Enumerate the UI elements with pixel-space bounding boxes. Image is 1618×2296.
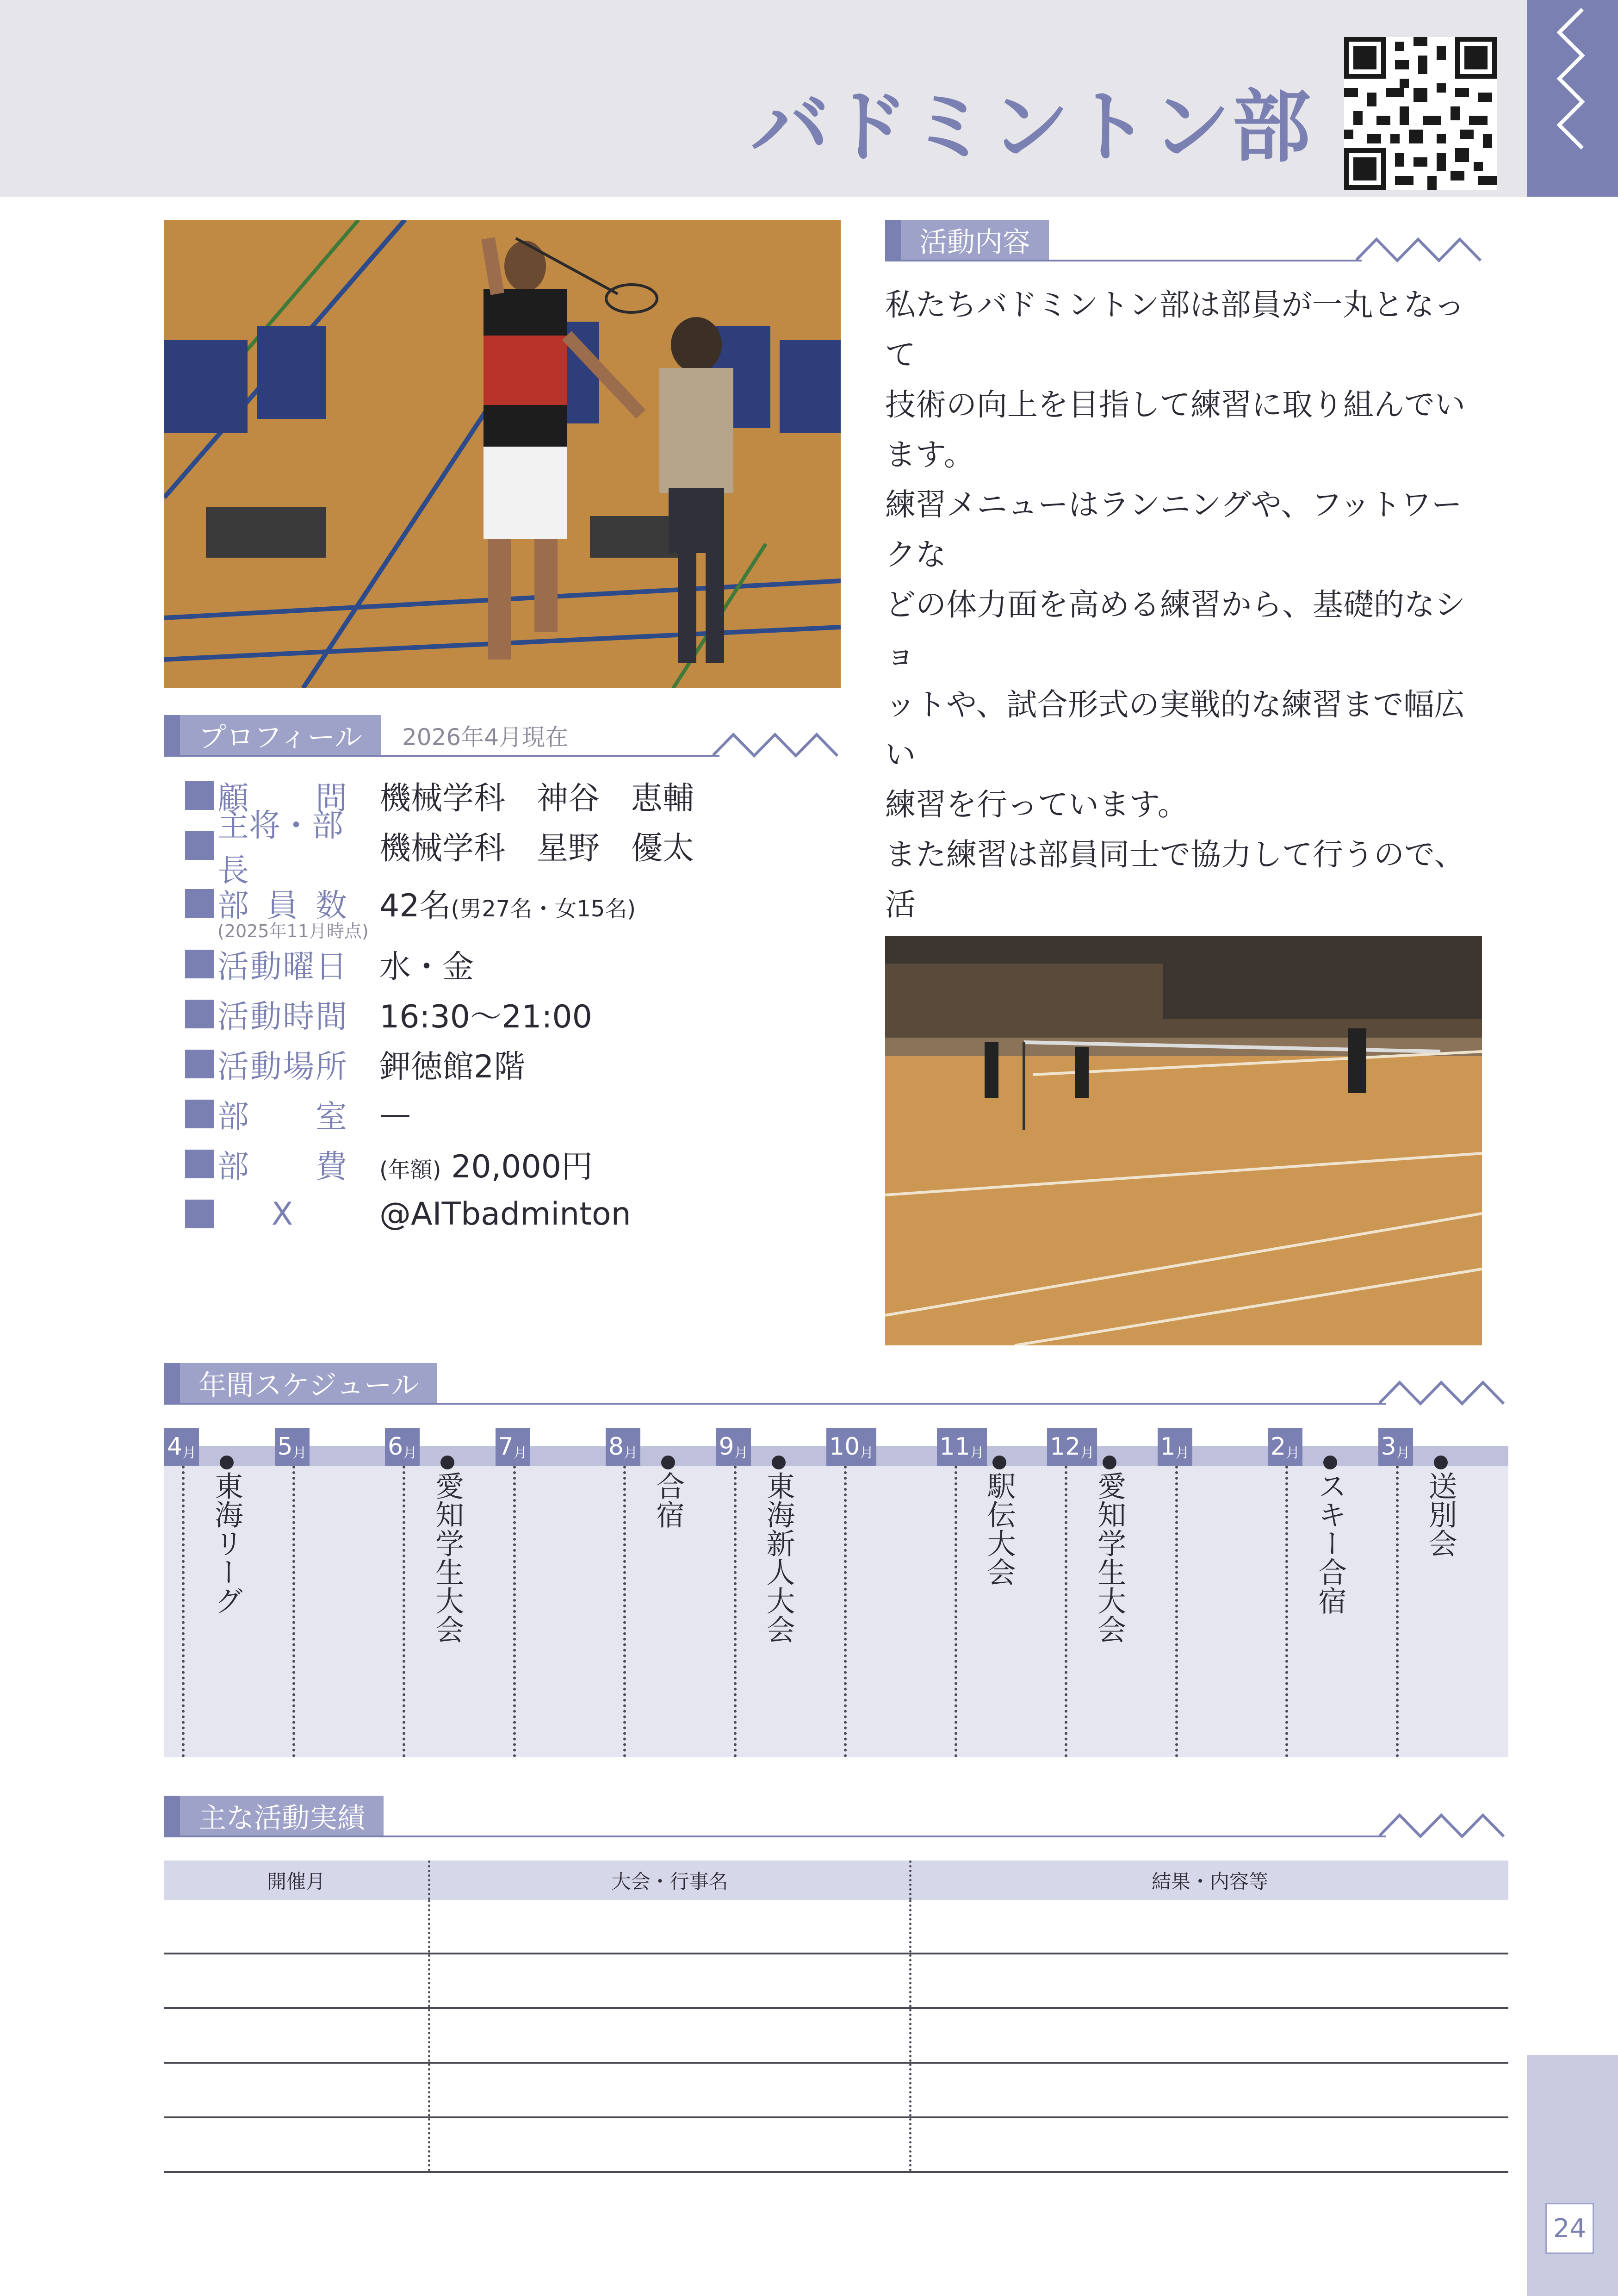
table-cell: [164, 2009, 428, 2062]
profile-value: 機械学科 星野 優太: [379, 830, 694, 867]
table-cell: [164, 2118, 428, 2171]
table-row: [164, 2064, 1508, 2118]
activity-line: どの体力面を高める練習から、基礎的なショ: [885, 587, 1465, 672]
profile-row-days: [185, 939, 842, 989]
results-heading: [164, 1796, 384, 1836]
month-suffix: 月: [970, 1445, 984, 1461]
schedule-event: [212, 1456, 242, 1615]
month-tab-4: [164, 1428, 199, 1466]
heading-accent-bar: [164, 715, 180, 756]
profile-heading-label: プロフィール: [180, 715, 381, 756]
bullet-square-icon: [185, 1150, 214, 1178]
profile-row-members: [185, 871, 842, 939]
badminton-player-smash-photo: [164, 220, 841, 688]
heading-accent-bar: [164, 1363, 180, 1404]
month-number: 5: [277, 1433, 293, 1461]
schedule-event: [1426, 1456, 1456, 1557]
table-cell: [909, 1900, 1508, 1953]
column-header-event: 大会・行事名: [428, 1860, 909, 1900]
profile-key-label: 部室: [217, 1098, 347, 1135]
month-suffix: 月: [292, 1445, 307, 1461]
month-divider: [403, 1466, 405, 1757]
event-dot-icon: [220, 1456, 234, 1469]
bullet-square-icon: [185, 950, 214, 978]
month-divider: [513, 1466, 516, 1757]
profile-as-of: 2026年4月現在: [402, 724, 569, 751]
month-tab-1: [1158, 1428, 1192, 1466]
profile-key: [185, 1196, 359, 1232]
schedule-heading-label: 年間スケジュール: [180, 1363, 437, 1404]
profile-heading-rule: [164, 755, 719, 757]
table-cell: [164, 2064, 428, 2116]
table-cell: [428, 2009, 909, 2062]
month-tab-6: [385, 1428, 420, 1466]
month-number: 7: [498, 1433, 514, 1461]
event-dot-icon: [1103, 1456, 1116, 1469]
month-tab-7: [496, 1428, 530, 1466]
bullet-square-icon: [185, 1200, 214, 1228]
month-suffix: 月: [624, 1445, 638, 1461]
month-suffix: 月: [734, 1445, 748, 1461]
qr-code-icon[interactable]: [1344, 37, 1497, 190]
activity-heading: [885, 220, 1049, 261]
month-tab-12: [1047, 1428, 1097, 1466]
month-number: 6: [388, 1433, 403, 1461]
month-suffix: 月: [513, 1445, 527, 1461]
column-header-result: 結果・内容等: [909, 1860, 1508, 1900]
month-number: 8: [608, 1433, 624, 1461]
month-number: 1: [1160, 1433, 1176, 1461]
member-breakdown: (男27名・女15名): [451, 896, 636, 922]
event-label: 駅伝大会: [982, 1471, 1017, 1586]
fee-period: (年額): [379, 1157, 441, 1183]
member-count: 42名: [379, 888, 451, 924]
event-label: スキー合宿: [1313, 1471, 1347, 1615]
profile-value: 16:30〜21:00: [379, 998, 592, 1035]
month-tab-11: [937, 1428, 987, 1466]
results-table-body: [164, 1900, 1508, 2173]
profile-value: 機械学科 神谷 恵輔: [379, 780, 694, 817]
profile-row-hours: [185, 989, 842, 1039]
activity-line: 技術の向上を目指して練習に取り組んでい: [885, 387, 1465, 423]
profile-key-label: 顧問: [217, 780, 347, 817]
month-number: 11: [939, 1433, 970, 1461]
page-number: 24: [1545, 2203, 1594, 2254]
zigzag-decoration-icon: [1379, 1810, 1508, 1842]
month-suffix: 月: [1286, 1445, 1300, 1461]
event-dot-icon: [661, 1456, 675, 1469]
month-divider: [1285, 1466, 1288, 1757]
schedule-heading: [164, 1363, 437, 1404]
month-suffix: 月: [403, 1445, 417, 1461]
profile-note: (2025年11月時点): [217, 921, 369, 941]
event-dot-icon: [992, 1456, 1006, 1469]
zigzag-decoration-icon: [1527, 0, 1618, 197]
heading-accent-bar: [164, 1796, 180, 1836]
month-tab-5: [275, 1428, 310, 1466]
profile-row-captain: [185, 808, 842, 889]
profile-key-label: X: [271, 1195, 293, 1232]
profile-value: 鉀徳館2階: [379, 1048, 526, 1085]
heading-accent-bar: [885, 220, 901, 261]
table-cell: [909, 1954, 1508, 2007]
profile-key-label: 活動時間: [217, 998, 347, 1035]
table-cell: [428, 1900, 909, 1953]
month-number: 10: [829, 1433, 860, 1461]
profile-key-label: 主将・部長: [217, 808, 344, 889]
activity-heading-rule: [885, 260, 1362, 261]
profile-value: [379, 1142, 593, 1187]
profile-key: [185, 1142, 359, 1187]
schedule-event: [1315, 1456, 1345, 1615]
event-label: 愛知学生大会: [430, 1471, 465, 1643]
profile-key: [185, 992, 359, 1037]
badminton-practice-gym-photo: [885, 936, 1482, 1345]
profile-key-label: 部費: [217, 1148, 347, 1185]
month-tab-2: [1268, 1428, 1302, 1466]
results-heading-label: 主な活動実績: [180, 1796, 384, 1836]
results-heading-rule: [164, 1836, 1386, 1837]
month-number: 9: [719, 1433, 734, 1461]
month-suffix: 月: [860, 1445, 874, 1461]
page-title: バドミントン部: [750, 81, 1313, 173]
table-cell: [428, 2064, 909, 2116]
month-number: 2: [1271, 1433, 1286, 1461]
month-tab-10: [826, 1428, 876, 1466]
table-cell: [164, 1900, 428, 1953]
profile-heading: [164, 715, 568, 756]
bullet-square-icon: [185, 889, 214, 918]
month-divider: [734, 1466, 737, 1757]
zigzag-decoration-icon: [1379, 1377, 1508, 1409]
schedule-event: [982, 1456, 1017, 1586]
month-divider: [955, 1466, 957, 1757]
side-tab-bottom: [1527, 2055, 1618, 2296]
results-table-header: [164, 1860, 1508, 1900]
photo-graphic: [885, 936, 1482, 1345]
profile-key-label: 部員数: [217, 888, 347, 924]
results-table: [164, 1860, 1508, 2173]
event-label: 東海リーグ: [210, 1471, 244, 1615]
schedule-area: [164, 1466, 1508, 1757]
profile-row-fee: [185, 1139, 842, 1189]
event-dot-icon: [772, 1456, 786, 1469]
event-dot-icon: [440, 1456, 454, 1469]
table-cell: [428, 2118, 909, 2171]
profile-key-label: 活動曜日: [217, 948, 347, 985]
month-number: 4: [167, 1433, 183, 1461]
profile-row-x: [185, 1189, 842, 1239]
side-tab: [1527, 0, 1618, 197]
table-cell: [909, 2009, 1508, 2062]
month-tab-8: [606, 1428, 640, 1466]
activity-line: 私たちバドミントン部は部員が一丸となって: [885, 287, 1465, 373]
event-label: 送別会: [1424, 1471, 1458, 1557]
column-header-month: 開催月: [267, 1870, 325, 1893]
activity-line: ットや、試合形式の実戦的な練習まで幅広い: [885, 687, 1465, 772]
zigzag-decoration-icon: [1356, 234, 1485, 266]
table-cell: [164, 1954, 428, 2007]
table-row: [164, 2009, 1508, 2064]
bullet-square-icon: [185, 1050, 214, 1078]
table-row: [164, 2118, 1508, 2173]
month-suffix: 月: [1396, 1445, 1410, 1461]
table-cell: [909, 2118, 1508, 2171]
profile-row-place: [185, 1039, 842, 1089]
month-tab-9: [716, 1428, 751, 1466]
activity-heading-label: 活動内容: [901, 220, 1049, 261]
month-divider: [292, 1466, 295, 1757]
profile-value: [379, 881, 636, 926]
table-cell: [428, 1954, 909, 2007]
schedule-event: [1092, 1456, 1127, 1643]
activity-line: ます。: [885, 437, 974, 473]
activity-line: また練習は部員同士で協力して行うので、活: [885, 837, 1465, 922]
month-number: 3: [1381, 1433, 1396, 1461]
month-divider: [1065, 1466, 1067, 1757]
bullet-square-icon: [185, 831, 214, 860]
table-cell: [909, 2064, 1508, 2116]
profile-key: [185, 1042, 359, 1087]
month-tab-3: [1378, 1428, 1413, 1466]
profile-row-room: [185, 1089, 842, 1139]
profile-value: 水・金: [379, 948, 474, 985]
schedule-event: [653, 1456, 683, 1529]
month-divider: [844, 1466, 847, 1757]
activity-line: 練習を行っています。: [885, 787, 1188, 822]
activity-line: 練習メニューはランニングや、フットワークな: [885, 487, 1462, 572]
event-label: 愛知学生大会: [1092, 1471, 1127, 1643]
bullet-square-icon: [185, 1100, 214, 1128]
schedule-event: [764, 1456, 794, 1643]
month-divider: [1396, 1466, 1399, 1757]
event-label: 東海新人大会: [762, 1471, 796, 1643]
month-number: 12: [1050, 1433, 1081, 1461]
zigzag-decoration-icon: [713, 729, 842, 761]
bullet-square-icon: [185, 1000, 214, 1028]
qr-code-graphic: [1344, 37, 1497, 190]
x-account-link[interactable]: @AITbadminton: [379, 1195, 631, 1232]
profile-key: [185, 942, 359, 987]
schedule-event: [430, 1456, 465, 1643]
fee-amount: 20,000円: [451, 1148, 593, 1185]
profile-list: [185, 771, 842, 1239]
event-dot-icon: [1434, 1456, 1448, 1469]
event-label: 合宿: [651, 1471, 685, 1529]
table-row: [164, 1900, 1508, 1954]
table-row: [164, 1954, 1508, 2009]
photo-graphic: [164, 220, 841, 688]
month-suffix: 月: [1080, 1445, 1095, 1461]
event-dot-icon: [1323, 1456, 1337, 1469]
month-divider: [623, 1466, 626, 1757]
profile-key: [185, 1092, 359, 1137]
schedule-heading-rule: [164, 1403, 1386, 1405]
month-divider: [1175, 1466, 1178, 1757]
month-suffix: 月: [1175, 1445, 1190, 1461]
month-divider: [182, 1466, 185, 1757]
month-suffix: 月: [182, 1445, 197, 1461]
profile-key-label: 活動場所: [217, 1048, 347, 1085]
profile-value: —: [379, 1095, 411, 1132]
